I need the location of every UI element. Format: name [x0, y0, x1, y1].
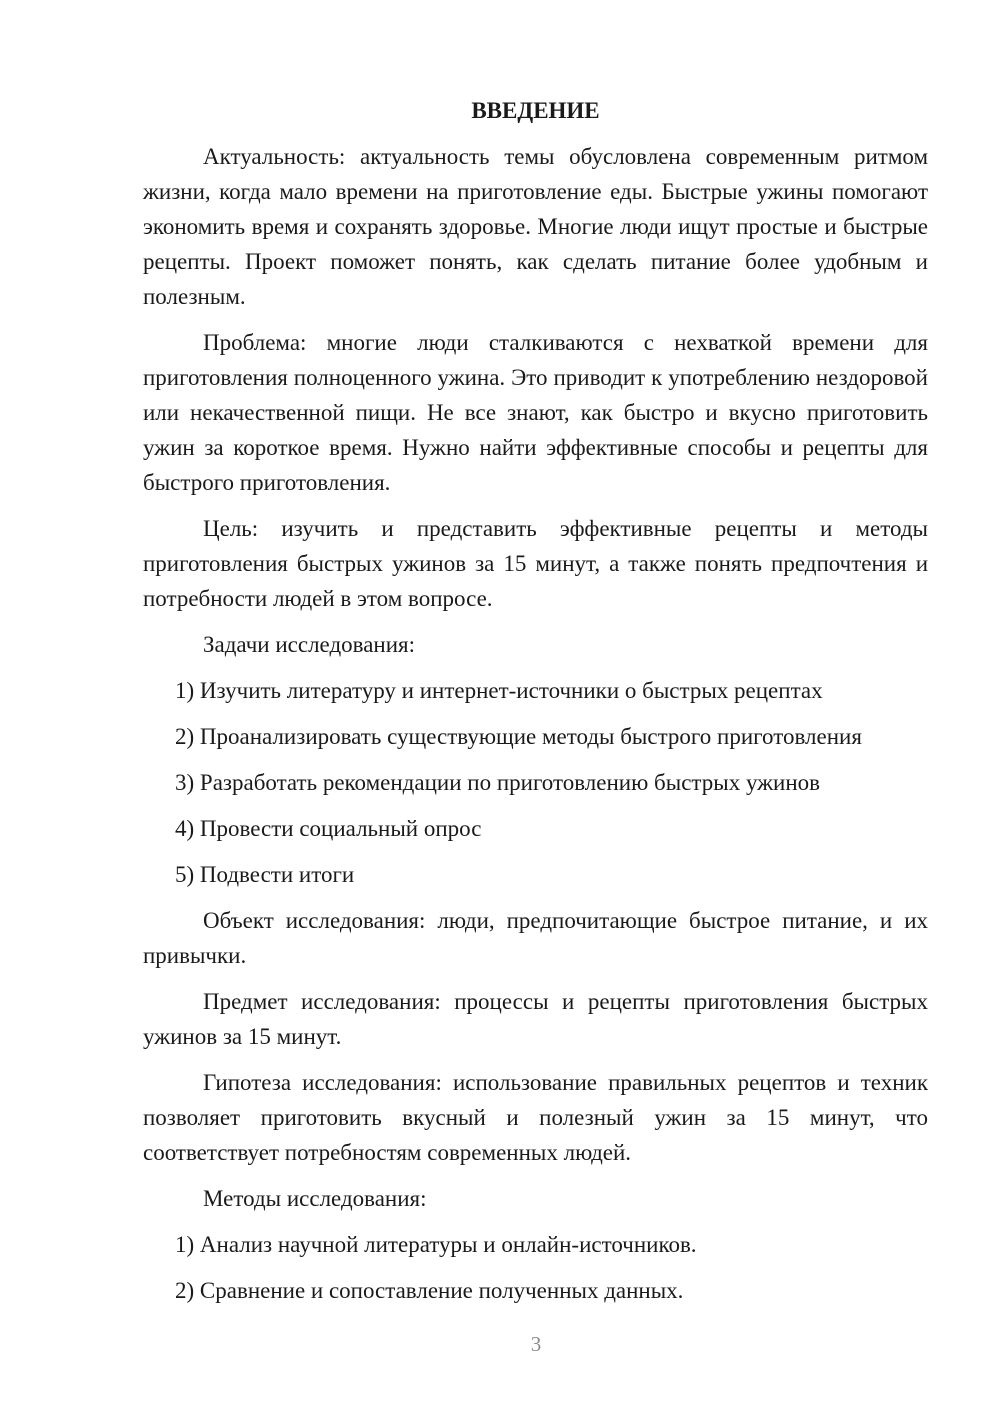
problem-paragraph: Проблема: многие люди сталкиваются с нехваткой времени для приготовления полноценного ужина. Это приводит к употреблению нездоровой или некачественной пищи. Не все знают, как быстро и вкусно приготовить ужин за короткое время. Нужно найти эффективные способы и рецепты для быстрого приготовления. [143, 330, 928, 495]
methods-heading: Методы исследования: [203, 1186, 427, 1211]
subject-paragraph: Предмет исследования: процессы и рецепты приготовления быстрых ужинов за 15 минут. [143, 989, 928, 1049]
section-title: ВВЕДЕНИЕ [471, 98, 600, 123]
relevance-paragraph: Актуальность: актуальность темы обусловлена современным ритмом жизни, когда мало времени на приготовление еды. Быстрые ужины помогают экономить время и сохранять здоровье. Многие люди ищут простые и быстрые рецепты. Проект поможет понять, как сделать питание более удобным и полезным. [143, 144, 928, 309]
method-item: 2) Сравнение и сопоставление полученных данных. [175, 1278, 684, 1303]
task-item: 3) Разработать рекомендации по приготовлению быстрых ужинов [175, 770, 821, 795]
method-item: 1) Анализ научной литературы и онлайн-источников. [175, 1232, 697, 1257]
goal-paragraph: Цель: изучить и представить эффективные рецепты и методы приготовления быстрых ужинов за 15 минут, а также понять предпочтения и потребности людей в этом вопросе. [143, 516, 928, 611]
hypothesis-paragraph: Гипотеза исследования: использование правильных рецептов и техник позволяет приготовить вкусный и полезный ужин за 15 минут, что соответствует потребностям современных людей. [143, 1070, 928, 1165]
tasks-heading: Задачи исследования: [203, 632, 416, 657]
task-item: 5) Подвести итоги [175, 862, 355, 887]
page-number: 3 [530, 1332, 542, 1356]
task-item: 4) Провести социальный опрос [175, 816, 482, 841]
methods-list [143, 1227, 928, 1308]
object-paragraph: Объект исследования: люди, предпочитающие быстрое питание, и их привычки. [143, 908, 928, 968]
tasks-list [143, 673, 928, 892]
task-item: 1) Изучить литературу и интернет-источники о быстрых рецептах [175, 678, 823, 703]
page-content [143, 96, 928, 1319]
task-item: 2) Проанализировать существующие методы быстрого приготовления [175, 724, 862, 749]
